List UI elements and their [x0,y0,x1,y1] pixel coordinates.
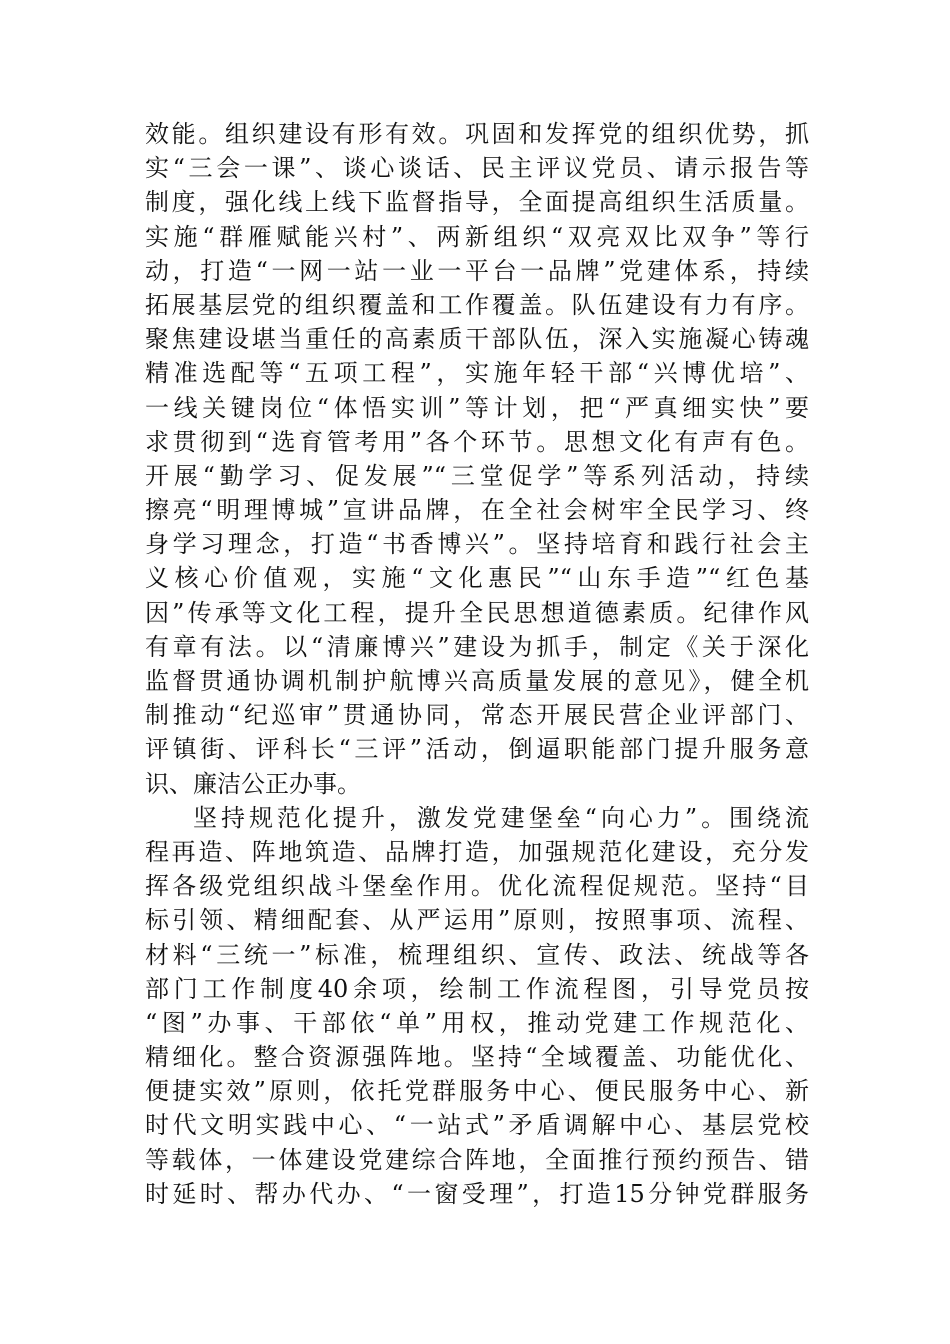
text-line: 部门工作制度40余项，绘制工作流程图，引导党员按 [145,974,809,1003]
text-line: 拓展基层党的组织覆盖和工作覆盖。队伍建设有力有序。 [145,290,809,319]
text-line: 制度，强化线上线下监督指导，全面提高组织生活质量。 [145,188,809,217]
text-line: 精细化。整合资源强阵地。坚持“全域覆盖、功能优化、 [145,1043,809,1072]
text-line: 实施“群雁赋能兴村”、两新组织“双亮双比双争”等行 [145,222,809,251]
text-line: 开展“勤学习、促发展”“三堂促学”等系列活动，持续 [145,461,809,490]
text-line: 材料“三统一”标准，梳理组织、宣传、政法、统战等各 [145,940,809,969]
text-line: 擦亮“明理博城”宣讲品牌，在全社会树牢全民学习、终 [145,496,809,525]
text-line: 义核心价值观，实施“文化惠民”“山东手造”“红色基 [145,564,809,593]
text-line: 识、廉洁公正办事。 [145,769,361,798]
text-line: 一线关键岗位“体悟实训”等计划，把“严真细实快”要 [145,393,809,422]
paragraph-1 [145,117,809,801]
text-line: 实“三会一课”、谈心谈话、民主评议党员、请示报告等 [145,154,809,183]
text-line: 身学习理念，打造“书香博兴”。坚持培育和践行社会主 [145,530,809,559]
text-line: 便捷实效”原则，依托党群服务中心、便民服务中心、新 [145,1077,809,1106]
text-line: 聚焦建设堪当重任的高素质干部队伍，深入实施凝心铸魂 [145,325,809,354]
text-line: 精准选配等“五项工程”，实施年轻干部“兴博优培”、 [145,359,809,388]
text-line: 有章有法。以“清廉博兴”建设为抓手，制定《关于深化 [145,632,809,661]
text-line: 时代文明实践中心、“一站式”矛盾调解中心、基层党校 [145,1111,809,1140]
document-body [145,117,809,1211]
text-line: 等载体，一体建设党建综合阵地，全面推行预约预告、错 [145,1145,809,1174]
text-line: 标引领、精细配套、从严运用”原则，按照事项、流程、 [145,906,809,935]
text-line: 时延时、帮办代办、“一窗受理”，打造15分钟党群服务 [145,1179,809,1208]
text-line: 评镇街、评科长“三评”活动，倒逼职能部门提升服务意 [145,735,809,764]
text-line: 制推动“纪巡审”贯通协同，常态开展民营企业评部门、 [145,701,809,730]
text-line: 求贯彻到“选育管考用”各个环节。思想文化有声有色。 [145,427,809,456]
text-line: 坚持规范化提升，激发党建堡垒“向心力”。围绕流 [193,803,809,832]
paragraph-2 [145,801,809,1211]
text-line: 动，打造“一网一站一业一平台一品牌”党建体系，持续 [145,256,809,285]
text-line: 效能。组织建设有形有效。巩固和发挥党的组织优势，抓 [145,120,809,148]
text-line: 因”传承等文化工程，提升全民思想道德素质。纪律作风 [145,598,809,627]
text-line: “图”办事、干部依“单”用权，推动党建工作规范化、 [145,1008,809,1037]
text-line: 程再造、阵地筑造、品牌打造，加强规范化建设，充分发 [145,837,809,866]
text-line: 挥各级党组织战斗堡垒作用。优化流程促规范。坚持“目 [145,872,809,901]
text-line: 监督贯通协调机制护航博兴高质量发展的意见》，健全机 [145,667,809,695]
